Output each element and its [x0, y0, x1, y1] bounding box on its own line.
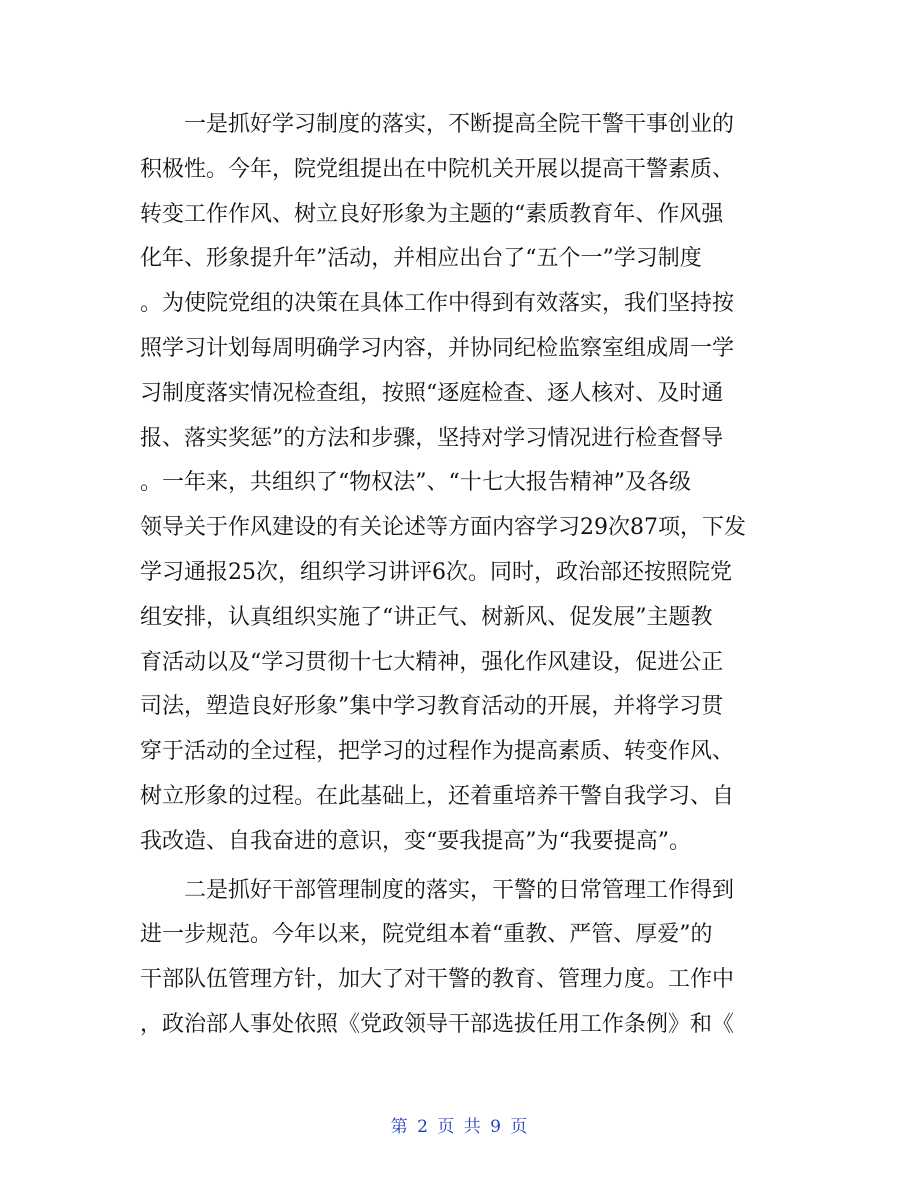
- text-line: 二是抓好干部管理制度的落实，干警的日常管理工作得到: [140, 877, 735, 903]
- text-line: 积极性。今年，院党组提出在中院机关开展以提高干警素质、: [140, 156, 735, 182]
- text-line: 转变工作作风、树立良好形象为主题的“素质教育年、作风强: [140, 201, 724, 227]
- text-line: 习制度落实情况检查组，按照“逐庭检查、逐人核对、及时通: [140, 380, 724, 406]
- text-line: 领导关于作风建设的有关论述等方面内容学习29次87项，下发: [140, 515, 746, 541]
- text-line: 我改造、自我奋进的意识，变“要我提高”为“我要提高”。: [140, 828, 691, 854]
- paragraph-1: [140, 103, 780, 865]
- page-number-footer: 第 2 页 共 9 页: [390, 1117, 530, 1137]
- text-line: 树立形象的过程。在此基础上，还着重培养干警自我学习、自: [140, 783, 735, 809]
- text-line: 。一年来，共组织了“物权法”、“十七大报告精神”及各级: [140, 470, 691, 496]
- text-line: 育活动以及“学习贯彻十七大精神，强化作风建设，促进公正: [140, 649, 724, 675]
- text-line: 穿于活动的全过程，把学习的过程作为提高素质、转变作风、: [140, 739, 735, 765]
- text-line: 报、落实奖惩”的方法和步骤，坚持对学习情况进行检查督导: [140, 425, 724, 451]
- text-line: 一是抓好学习制度的落实，不断提高全院干警干事创业的: [140, 112, 735, 137]
- text-line: 进一步规范。今年以来，院党组本着“重教、严管、厚爱”的: [140, 922, 713, 948]
- text-line: 照学习计划每周明确学习内容，并协同纪检监察室组成周一学: [140, 335, 735, 361]
- text-line: 干部队伍管理方针，加大了对干警的教育、管理力度。工作中: [140, 967, 735, 993]
- text-line: ，政治部人事处依照《党政领导干部选拔任用工作条例》和《: [140, 1011, 735, 1037]
- text-line: 化年、形象提升年”活动，并相应出台了“五个一”学习制度: [140, 246, 702, 272]
- paragraph-2: [140, 869, 780, 1048]
- text-line: 司法，塑造良好形象”集中学习教育活动的开展，并将学习贯: [140, 694, 724, 720]
- text-line: 组安排，认真组织实施了“讲正气、树新风、促发展”主题教: [140, 604, 713, 630]
- text-line: 学习通报25次，组织学习讲评6次。同时，政治部还按照院党: [140, 559, 732, 585]
- text-line: 。为使院党组的决策在具体工作中得到有效落实，我们坚持按: [140, 291, 735, 317]
- document-body: [140, 103, 780, 1048]
